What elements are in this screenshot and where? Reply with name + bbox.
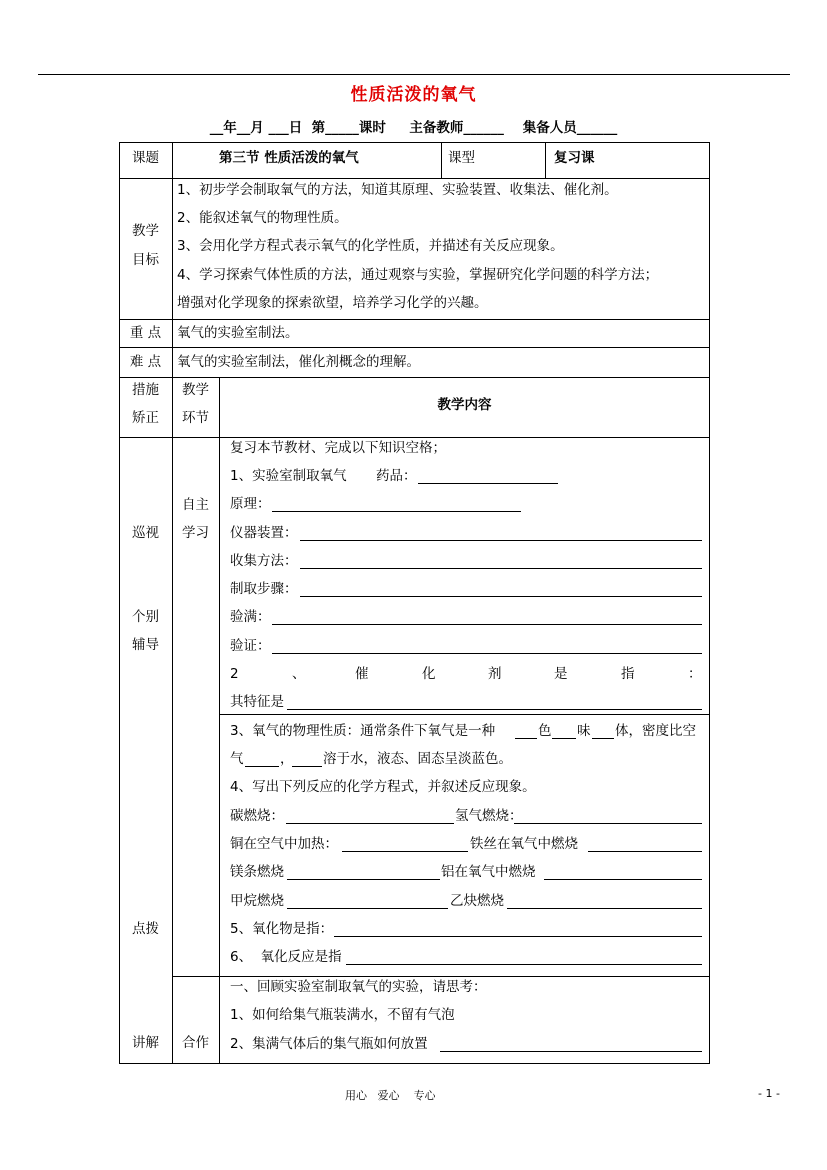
stage-label: 自主 bbox=[182, 497, 209, 513]
measure-label: 辅导 bbox=[132, 637, 159, 653]
answer-blank[interactable] bbox=[292, 766, 322, 767]
drug-label: 药品： bbox=[376, 468, 417, 484]
footer-motto: 用心 爱心 专心 bbox=[345, 1089, 436, 1102]
hydrogen-label: 氢气燃烧： bbox=[455, 808, 523, 824]
catalyst-char: ： bbox=[688, 666, 702, 682]
principle-label: 原理： bbox=[230, 496, 271, 512]
grid-line bbox=[119, 437, 710, 438]
steps-label: 制取步骤： bbox=[230, 581, 298, 597]
cooperation-question: 1、如何给集气瓶装满水，不留有气泡 bbox=[230, 1007, 455, 1023]
grid-line bbox=[219, 714, 710, 715]
physical-text: 色 bbox=[538, 723, 552, 739]
measure-label: 巡视 bbox=[132, 525, 159, 541]
answer-blank[interactable] bbox=[300, 596, 702, 597]
goal-line: 4、学习探索气体性质的方法，通过观察与实验，掌握研究化学问题的科学方法； bbox=[177, 267, 659, 283]
difficulty-value: 氧气的实验室制法，催化剂概念的理解。 bbox=[177, 354, 420, 370]
page-number: - 1 - bbox=[758, 1087, 780, 1100]
answer-blank[interactable] bbox=[334, 936, 702, 937]
stage-label: 学习 bbox=[182, 525, 209, 541]
answer-blank[interactable] bbox=[245, 766, 279, 767]
physical-text: 气 bbox=[230, 751, 244, 767]
catalyst-char: 是 bbox=[554, 666, 568, 682]
answer-blank[interactable] bbox=[272, 511, 521, 512]
acetylene-label: 乙炔燃烧 bbox=[450, 893, 504, 909]
oxidation-label: 6、 氧化反应是指 bbox=[230, 949, 342, 965]
methane-label: 甲烷燃烧 bbox=[230, 893, 284, 909]
catalyst-char: 化 bbox=[422, 666, 436, 682]
column-header-stage: 教学 bbox=[182, 382, 209, 398]
cooperation-intro: 一、回顾实验室制取氧气的实验，请思考： bbox=[230, 979, 487, 995]
answer-blank[interactable] bbox=[592, 738, 614, 739]
iron-label: 铁丝在氧气中燃烧 bbox=[470, 836, 578, 852]
topic-label: 课题 bbox=[132, 150, 159, 166]
topic-value: 第三节 性质活泼的氧气 bbox=[219, 150, 359, 166]
grid-line bbox=[119, 347, 710, 348]
catalyst-char: 剂 bbox=[488, 666, 502, 682]
lesson-type-label: 课型 bbox=[448, 150, 475, 166]
collect-label: 收集方法： bbox=[230, 553, 298, 569]
key-point-label: 重 点 bbox=[129, 325, 162, 341]
cooperation-question: 2、集满气体后的集气瓶如何放置 bbox=[230, 1036, 428, 1052]
oxide-label: 5、氧化物是指： bbox=[230, 921, 334, 937]
grid-line bbox=[119, 319, 710, 320]
feature-label: 其特征是 bbox=[230, 694, 284, 710]
stage-label: 合作 bbox=[182, 1035, 209, 1051]
physical-text: 溶于水，液态、固态呈淡蓝色。 bbox=[323, 751, 512, 767]
apparatus-label: 仪器装置： bbox=[230, 525, 298, 541]
goals-label: 目标 bbox=[132, 252, 159, 268]
grid-line bbox=[219, 377, 220, 1064]
answer-blank[interactable] bbox=[286, 823, 454, 824]
goal-line: 3、会用化学方程式表示氧气的化学性质，并描述有关反应现象。 bbox=[177, 238, 564, 254]
verify-label: 验证： bbox=[230, 638, 271, 654]
catalyst-char: 指 bbox=[621, 666, 635, 682]
question-1-label: 1、实验室制取氧气 bbox=[230, 468, 347, 484]
answer-blank[interactable] bbox=[300, 540, 702, 541]
header-rule bbox=[38, 74, 790, 75]
answer-blank[interactable] bbox=[272, 624, 702, 625]
page-title: 性质活泼的氧气 bbox=[350, 85, 477, 105]
answer-blank[interactable] bbox=[544, 879, 702, 880]
grid-line bbox=[119, 178, 710, 179]
answer-blank[interactable] bbox=[418, 483, 558, 484]
grid-line bbox=[119, 377, 710, 378]
answer-blank[interactable] bbox=[287, 709, 702, 710]
measure-label: 点拨 bbox=[132, 921, 159, 937]
catalyst-char: 、 bbox=[292, 666, 306, 682]
aluminum-label: 铝在氧气中燃烧 bbox=[441, 864, 536, 880]
catalyst-char: 催 bbox=[355, 666, 369, 682]
measure-label: 个别 bbox=[132, 609, 159, 625]
goal-line: 1、初步学会制取氧气的方法，知道其原理、实验装置、收集法、催化剂。 bbox=[177, 182, 618, 198]
magnesium-label: 镁条燃烧 bbox=[230, 864, 284, 880]
physical-text: 3、氧气的物理性质：通常条件下氧气是一种 bbox=[230, 723, 496, 739]
self-study-intro: 复习本节教材、完成以下知识空格； bbox=[230, 440, 446, 456]
answer-blank[interactable] bbox=[507, 908, 702, 909]
key-point-value: 氧气的实验室制法。 bbox=[177, 325, 299, 341]
full-check-label: 验满： bbox=[230, 609, 271, 625]
column-header-measures: 措施 bbox=[132, 382, 159, 398]
lesson-info-line: __年__月 ___日 第_____课时 主备教师______ 集备人员______ bbox=[209, 120, 618, 136]
copper-label: 铜在空气中加热： bbox=[230, 836, 338, 852]
answer-blank[interactable] bbox=[300, 568, 702, 569]
difficulty-label: 难 点 bbox=[129, 354, 162, 370]
carbon-label: 碳燃烧： bbox=[230, 808, 284, 824]
measure-label: 讲解 bbox=[132, 1035, 159, 1051]
lesson-type-value: 复习课 bbox=[554, 150, 595, 166]
goals-label: 教学 bbox=[132, 223, 159, 239]
answer-blank[interactable] bbox=[440, 1051, 702, 1052]
answer-blank[interactable] bbox=[588, 851, 702, 852]
answer-blank[interactable] bbox=[342, 851, 468, 852]
physical-text: 体，密度比空 bbox=[615, 723, 696, 739]
grid-line bbox=[441, 142, 442, 178]
answer-blank[interactable] bbox=[515, 738, 537, 739]
answer-blank[interactable] bbox=[552, 738, 576, 739]
answer-blank[interactable] bbox=[287, 908, 448, 909]
catalyst-char: 2 bbox=[230, 666, 239, 682]
goal-line: 增强对化学现象的探索欲望，培养学习化学的兴趣。 bbox=[177, 295, 488, 311]
answer-blank[interactable] bbox=[272, 653, 702, 654]
physical-text: 味 bbox=[577, 723, 591, 739]
equations-intro: 4、写出下列反应的化学方程式，并叙述反应现象。 bbox=[230, 779, 536, 795]
grid-line bbox=[172, 178, 173, 377]
grid-line bbox=[172, 142, 173, 178]
answer-blank[interactable] bbox=[287, 879, 440, 880]
goal-line: 2、能叙述氧气的物理性质。 bbox=[177, 210, 348, 226]
column-header-measures: 矫正 bbox=[132, 410, 159, 426]
grid-line bbox=[172, 976, 710, 977]
column-header-stage: 环节 bbox=[182, 410, 209, 426]
answer-blank[interactable] bbox=[346, 964, 702, 965]
physical-text: ， bbox=[280, 751, 294, 767]
answer-blank[interactable] bbox=[514, 823, 702, 824]
grid-line bbox=[172, 377, 173, 1064]
column-header-content: 教学内容 bbox=[437, 397, 492, 413]
grid-line bbox=[545, 142, 546, 178]
